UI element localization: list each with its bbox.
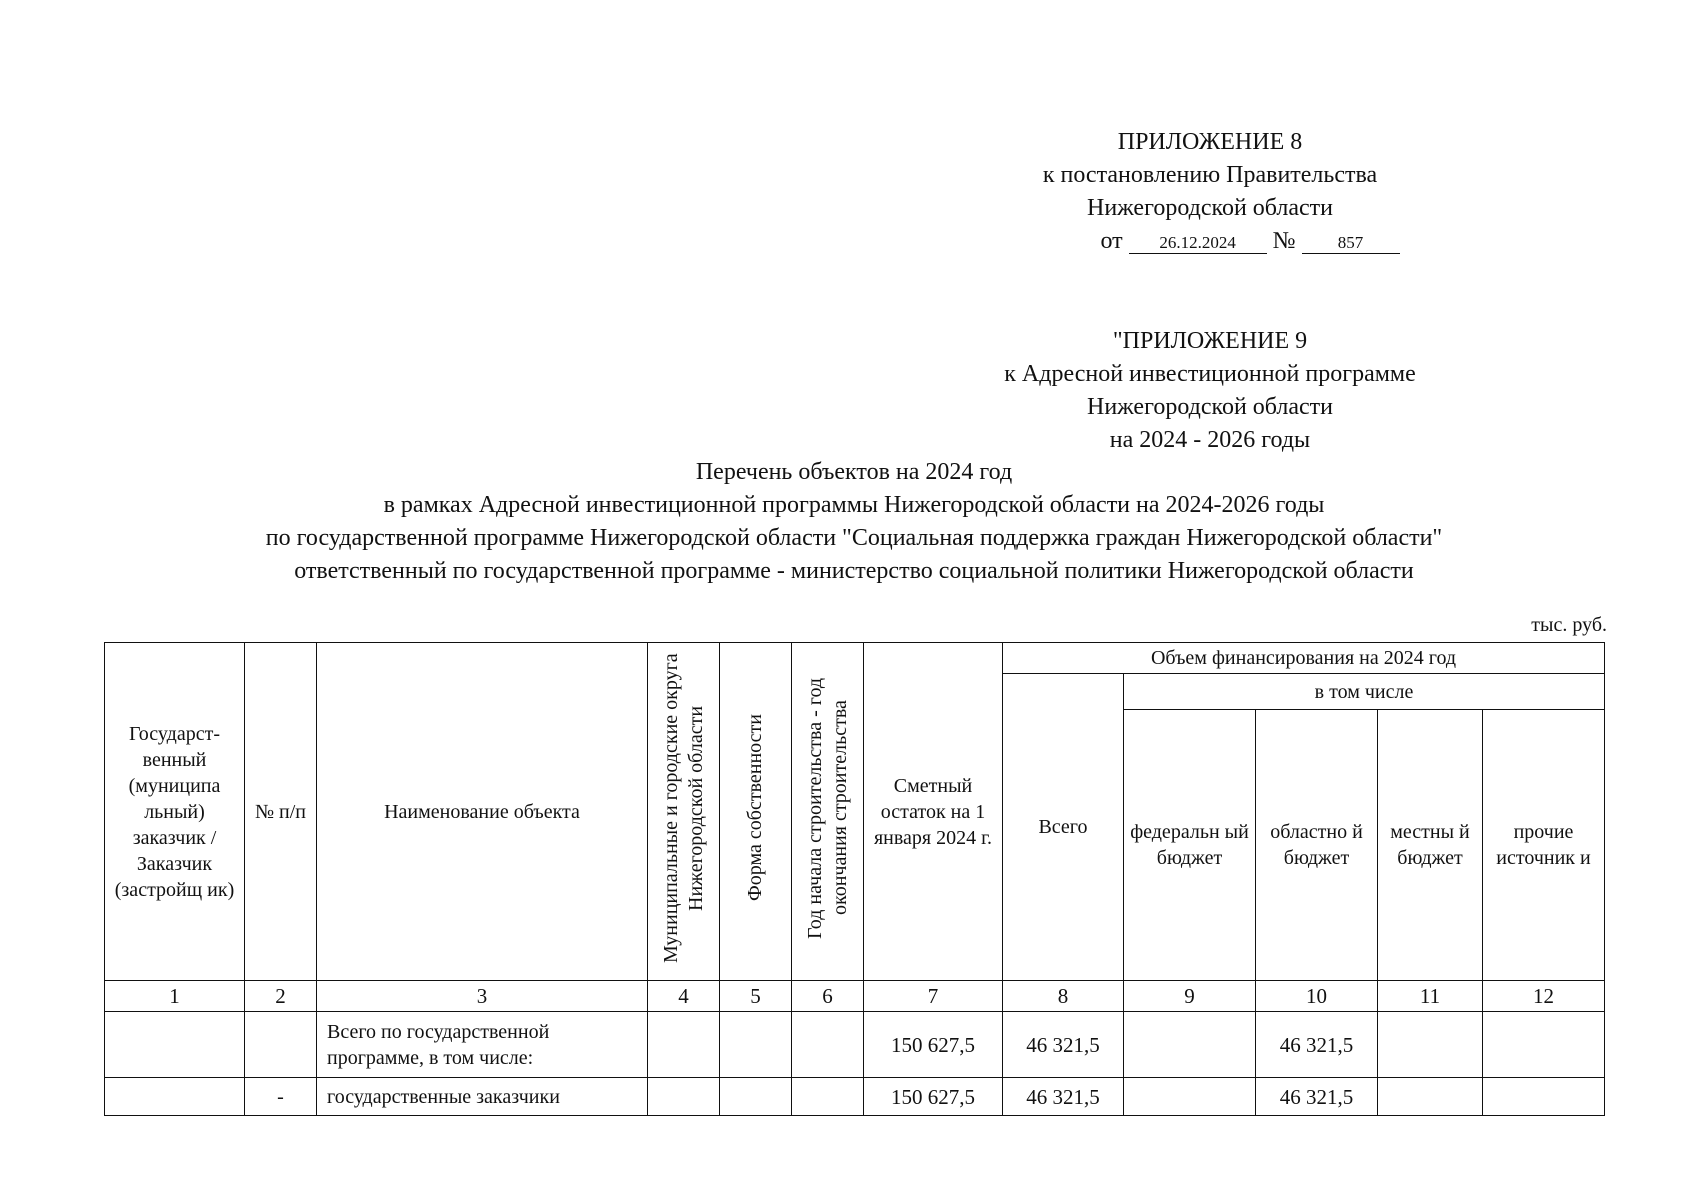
cell-customer bbox=[105, 1012, 245, 1078]
cell-regional: 46 321,5 bbox=[1256, 1078, 1378, 1116]
annex9-line1: к Адресной инвестиционной программе bbox=[1004, 361, 1416, 387]
date-prefix: от bbox=[1100, 228, 1123, 254]
colnum: 6 bbox=[792, 981, 864, 1012]
cell-local bbox=[1378, 1078, 1483, 1116]
table-row bbox=[105, 1012, 1605, 1078]
header-total: Всего bbox=[1003, 674, 1124, 981]
header-federal-budget: федеральн ый бюджет bbox=[1124, 710, 1256, 981]
cell-years bbox=[792, 1012, 864, 1078]
units-label: тыс. руб. bbox=[1531, 614, 1607, 636]
annex9-header bbox=[960, 325, 1460, 457]
title-line2: в рамках Адресной инвестиционной программы Нижегородской области на 2024-2026 годы bbox=[383, 492, 1325, 518]
annex9-title: "ПРИЛОЖЕНИЕ 9 bbox=[1112, 328, 1308, 354]
cell-local bbox=[1378, 1012, 1483, 1078]
cell-object-name: государственные заказчики bbox=[317, 1078, 648, 1116]
header-funding: Объем финансирования на 2024 год bbox=[1003, 643, 1605, 674]
annex9-line2: Нижегородской области bbox=[1086, 394, 1334, 420]
cell-other bbox=[1483, 1012, 1605, 1078]
colnum: 1 bbox=[105, 981, 245, 1012]
colnum: 4 bbox=[648, 981, 720, 1012]
cell-customer bbox=[105, 1078, 245, 1116]
cell-total: 46 321,5 bbox=[1003, 1078, 1124, 1116]
header-other-sources: прочие источник и bbox=[1483, 710, 1605, 981]
colnum: 5 bbox=[720, 981, 792, 1012]
title-line3: по государственной программе Нижегородской области "Социальная поддержка граждан Нижегородской области" bbox=[265, 525, 1443, 551]
cell-other bbox=[1483, 1078, 1605, 1116]
title-line1: Перечень объектов на 2024 год bbox=[695, 459, 1013, 485]
decree-number: 857 bbox=[1302, 233, 1400, 254]
annex9-line3: на 2024 - 2026 годы bbox=[1109, 427, 1311, 453]
colnum: 10 bbox=[1256, 981, 1378, 1012]
cell-number: - bbox=[245, 1078, 317, 1116]
cell-ownership bbox=[720, 1012, 792, 1078]
cell-federal bbox=[1124, 1012, 1256, 1078]
title-line4: ответственный по государственной программе - министерство социальной политики Нижегородской области bbox=[294, 558, 1414, 584]
annex8-header bbox=[960, 126, 1460, 258]
colnum: 8 bbox=[1003, 981, 1124, 1012]
cell-object-name: Всего по государственной программе, в том числе: bbox=[317, 1012, 648, 1078]
header-customer: Государст-венный (муниципа льный) заказчик / Заказчик (застройщ ик) bbox=[105, 643, 245, 981]
header-number: № п/п bbox=[245, 643, 317, 981]
cell-municipality bbox=[648, 1012, 720, 1078]
colnum: 3 bbox=[317, 981, 648, 1012]
cell-municipality bbox=[648, 1078, 720, 1116]
cell-estimated-balance: 150 627,5 bbox=[864, 1078, 1003, 1116]
header-row-1 bbox=[105, 643, 1605, 674]
annex8-date-line bbox=[1040, 225, 1460, 258]
header-local-budget: местны й бюджет bbox=[1378, 710, 1483, 981]
column-numbers-row bbox=[105, 981, 1605, 1012]
colnum: 9 bbox=[1124, 981, 1256, 1012]
cell-regional: 46 321,5 bbox=[1256, 1012, 1378, 1078]
header-ownership: Форма собственности bbox=[720, 643, 792, 981]
cell-total: 46 321,5 bbox=[1003, 1012, 1124, 1078]
annex8-line1: к постановлению Правительства bbox=[1042, 162, 1378, 188]
header-municipalities: Муниципальные и городские округа Нижегородской области bbox=[648, 643, 720, 981]
annex8-title: ПРИЛОЖЕНИЕ 8 bbox=[1117, 129, 1303, 155]
header-regional-budget: областно й бюджет bbox=[1256, 710, 1378, 981]
cell-ownership bbox=[720, 1078, 792, 1116]
decree-date: 26.12.2024 bbox=[1129, 233, 1267, 254]
objects-table bbox=[104, 642, 1605, 1116]
document-title bbox=[104, 456, 1604, 588]
cell-number bbox=[245, 1012, 317, 1078]
annex8-line2: Нижегородской области bbox=[1086, 195, 1334, 221]
header-estimated-balance: Сметный остаток на 1 января 2024 г. bbox=[864, 643, 1003, 981]
cell-years bbox=[792, 1078, 864, 1116]
header-including: в том числе bbox=[1124, 674, 1605, 710]
colnum: 12 bbox=[1483, 981, 1605, 1012]
table-row bbox=[105, 1078, 1605, 1116]
header-construction-years: Год начала строительства - год окончания строительства bbox=[792, 643, 864, 981]
header-object-name: Наименование объекта bbox=[317, 643, 648, 981]
colnum: 11 bbox=[1378, 981, 1483, 1012]
colnum: 2 bbox=[245, 981, 317, 1012]
colnum: 7 bbox=[864, 981, 1003, 1012]
number-sign: № bbox=[1272, 228, 1296, 254]
cell-estimated-balance: 150 627,5 bbox=[864, 1012, 1003, 1078]
cell-federal bbox=[1124, 1078, 1256, 1116]
